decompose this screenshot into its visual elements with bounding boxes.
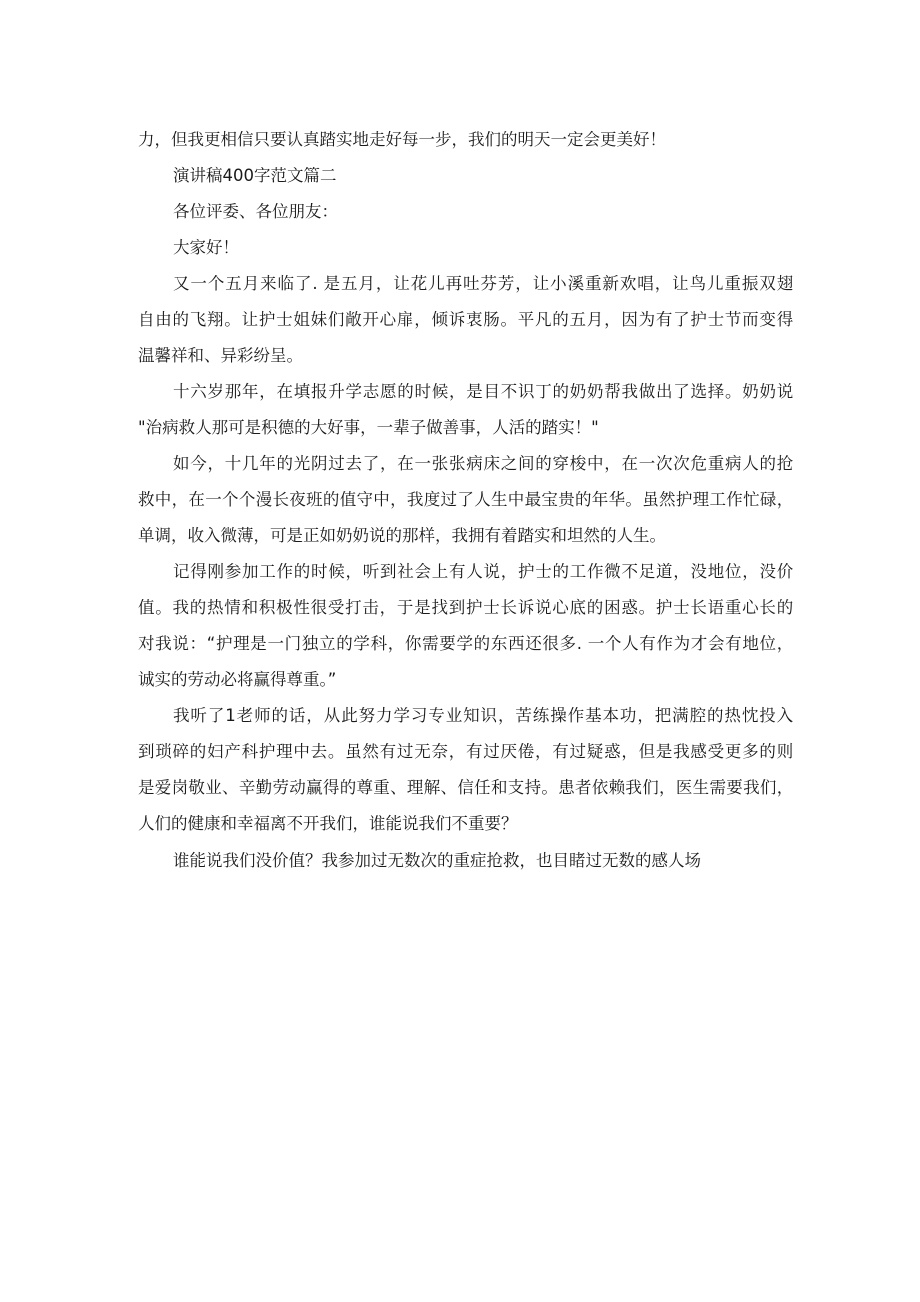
paragraph-line: 诚实的劳动必将赢得尊重。”	[138, 670, 337, 689]
salutation: 各位评委、各位朋友：	[173, 202, 338, 221]
paragraph-line: 记得刚参加工作的时候，听到社会上有人说，护士的工作微不足道，没地位，没价	[173, 562, 793, 581]
paragraph-line: 又一个五月来临了. 是五月，让花儿再吐芬芳，让小溪重新欢唱，让鸟儿重振双翅	[173, 274, 793, 293]
paragraph-line: 温馨祥和、异彩纷呈。	[138, 346, 303, 365]
paragraph-line: 力，但我更相信只要认真踏实地走好每一步，我们的明天一定会更美好！	[138, 130, 666, 149]
paragraph-line: 单调，收入微薄，可是正如奶奶说的那样，我拥有着踏实和坦然的人生。	[138, 526, 666, 545]
paragraph-line: 到琐碎的妇产科护理中去。虽然有过无奈，有过厌倦，有过疑惑，但是我感受更多的则	[138, 742, 793, 761]
paragraph-line: 救中，在一个个漫长夜班的值守中，我度过了人生中最宝贵的年华。虽然护理工作忙碌，	[138, 490, 793, 509]
paragraph-line: 人们的健康和幸福离不开我们，谁能说我们不重要？	[138, 814, 518, 833]
paragraph-line: 值。我的热情和积极性很受打击，于是找到护士长诉说心底的困惑。护士长语重心长的	[138, 598, 793, 617]
paragraph-line: 十六岁那年，在填报升学志愿的时候，是目不识丁的奶奶帮我做出了选择。奶奶说	[173, 382, 793, 401]
document-body	[138, 126, 793, 883]
paragraph-line: 自由的飞翔。让护士姐妹们敞开心扉，倾诉衷肠。平凡的五月，因为有了护士节而变得	[138, 310, 793, 329]
paragraph-line: 我听了1老师的话，从此努力学习专业知识，苦练操作基本功，把满腔的热忱投入	[173, 706, 793, 725]
section-heading: 演讲稿400字范文篇二	[173, 166, 337, 185]
paragraph-line: 谁能说我们没价值？我参加过无数次的重症抢救，也目睹过无数的感人场	[173, 851, 701, 870]
paragraph-line: 对我说：“护理是一门独立的学科，你需要学的东西还很多. 一个人有作为才会有地位，	[138, 634, 793, 653]
paragraph-line: 是爱岗敬业、辛勤劳动赢得的尊重、理解、信任和支持。患者依赖我们，医生需要我们，	[138, 778, 793, 797]
paragraph-line: 如今，十几年的光阴过去了，在一张张病床之间的穿梭中，在一次次危重病人的抢	[173, 454, 793, 473]
greeting: 大家好！	[173, 238, 239, 257]
paragraph-line: "治病救人那可是积德的大好事，一辈子做善事，人活的踏实！"	[138, 418, 599, 437]
